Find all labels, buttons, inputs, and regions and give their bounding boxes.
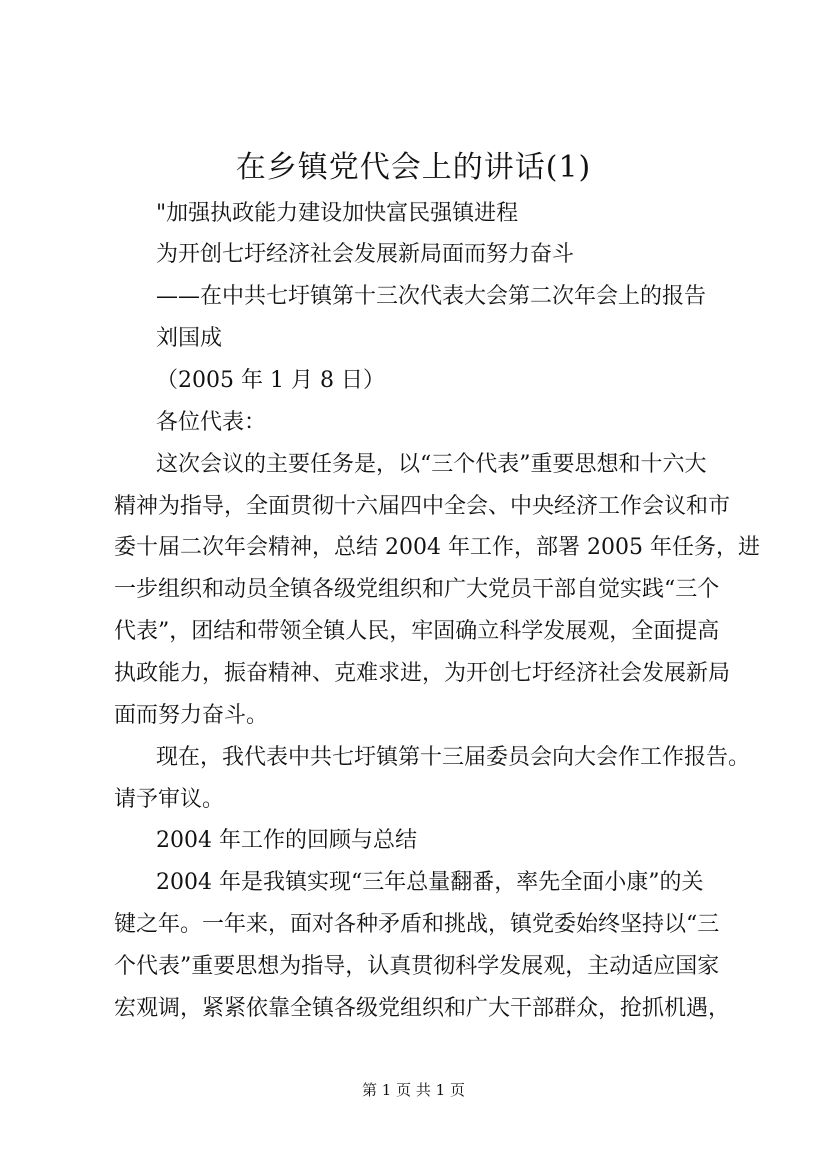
paragraph-line: 代表”，团结和带领全镇人民，牢固确立科学发展观，全面提高	[114, 619, 720, 644]
paragraph-line: 宏观调，紧紧依靠全镇各级党组织和广大干部群众，抢抓机遇，	[114, 996, 731, 1021]
paragraph-line: 这次会议的主要任务是，以“三个代表”重要思想和十六大	[156, 452, 707, 477]
date-line: （2005 年 1 月 8 日）	[156, 368, 385, 393]
paragraph-line: 个代表”重要思想为指导，认真贯彻科学发展观，主动适应国家	[114, 954, 720, 979]
paragraph-line: 请予审议。	[114, 787, 225, 812]
salutation-line: 各位代表：	[156, 410, 267, 435]
section-heading: 2004 年工作的回顾与总结	[156, 828, 417, 853]
paragraph-line: 现在，我代表中共七圩镇第十三届委员会向大会作工作报告。	[156, 745, 751, 770]
page-footer: 第 1 页 共 1 页	[362, 1081, 465, 1099]
paragraph-line: 2004 年是我镇实现“三年总量翻番，率先全面小康”的关	[156, 870, 704, 895]
subtitle-line: 为开创七圩经济社会发展新局面而努力奋斗	[156, 242, 575, 267]
document-title: 在乡镇党代会上的讲话(1)	[235, 150, 592, 185]
subtitle-line: "加强执政能力建设加快富民强镇进程	[156, 201, 519, 226]
author-line: 刘国成	[156, 326, 223, 351]
paragraph-line: 精神为指导，全面贯彻十六届四中全会、中央经济工作会议和市	[114, 494, 731, 519]
paragraph-line: 执政能力，振奋精神、克难求进，为开创七圩经济社会发展新局	[114, 661, 731, 686]
paragraph-line: 一步组织和动员全镇各级党组织和广大党员干部自觉实践“三个	[114, 577, 720, 602]
subtitle-line: ——在中共七圩镇第十三次代表大会第二次年会上的报告	[156, 284, 707, 309]
paragraph-line: 委十届二次年会精神，总结 2004 年工作，部署 2005 年任务，进	[114, 535, 760, 560]
paragraph-line: 面而努力奋斗。	[114, 703, 269, 728]
paragraph-line: 键之年。一年来，面对各种矛盾和挑战，镇党委始终坚持以“三	[114, 912, 720, 937]
